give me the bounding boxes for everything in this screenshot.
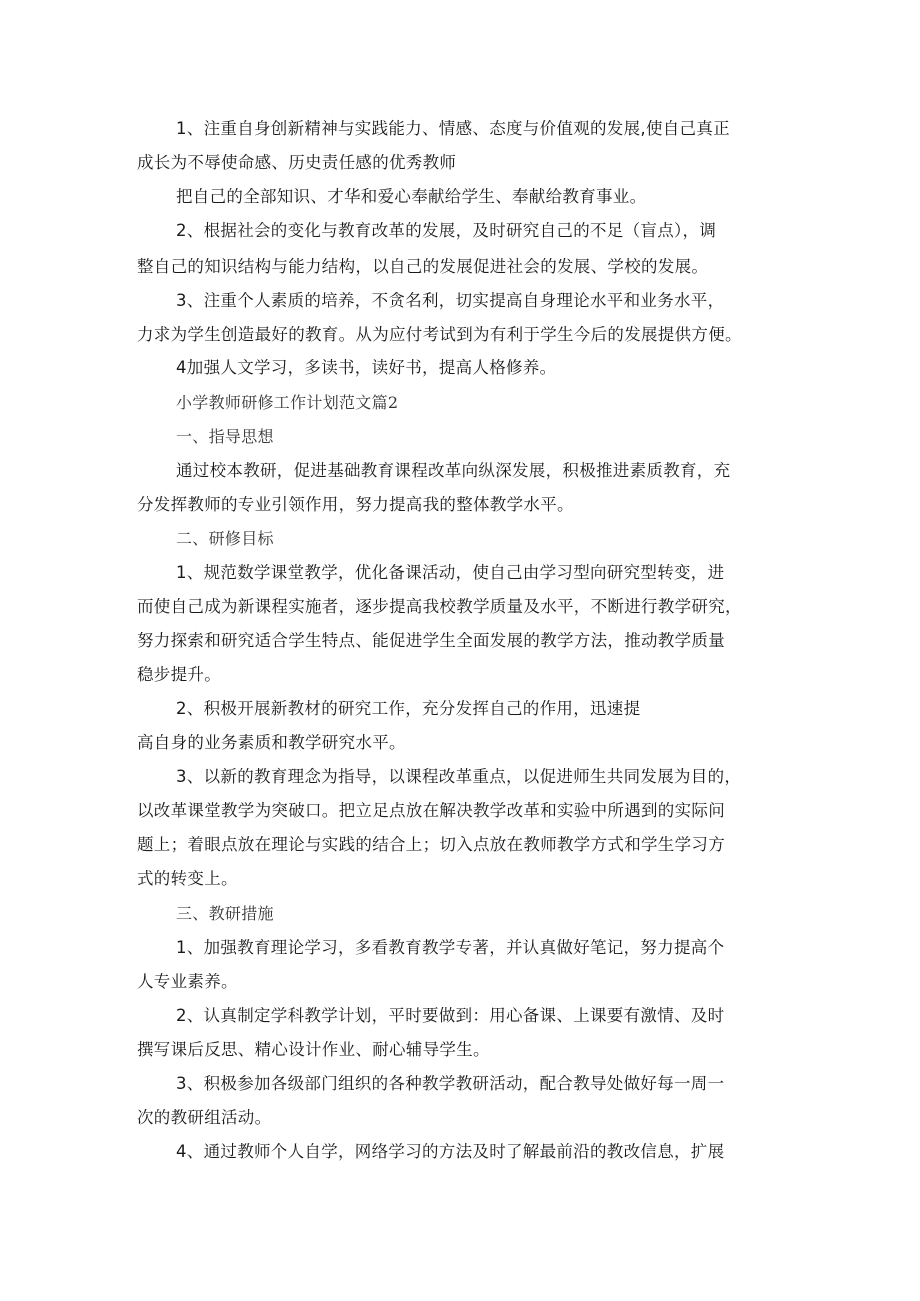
section-title: 小学教师研修工作计划范文篇2 [176, 393, 399, 412]
text-line: 4加强人文学习，多读书，读好书，提高人格修养。 [176, 358, 557, 377]
text-line: 2、认真制定学科教学计划，平时要做到：用心备课、上课要有激情、及时 [176, 1006, 725, 1025]
text-line: 把自己的全部知识、才华和爱心奉献给学生、奉献给教育事业。 [176, 187, 647, 206]
section-heading: 二、研修目标 [176, 529, 274, 548]
text-line: 式的转变上。 [137, 869, 238, 888]
text-line: 1、注重自身创新精神与实践能力、情感、态度与价值观的发展,使自己真正 [176, 119, 730, 138]
text-line: 高自身的业务素质和教学研究水平。 [137, 733, 406, 752]
text-line: 2、积极开展新教材的研究工作，充分发挥自己的作用，迅速提 [176, 699, 641, 718]
section-heading: 三、教研措施 [176, 904, 274, 923]
text-line: 1、规范数学课堂教学，优化备课活动，使自己由学习型向研究型转变，进 [176, 563, 725, 582]
text-line: 人专业素养。 [137, 972, 238, 991]
text-line: 3、以新的教育理念为指导，以课程改革重点，以促进师生共同发展为目的， [176, 767, 742, 786]
text-line: 稳步提升。 [137, 665, 221, 684]
text-line: 整自己的知识结构与能力结构，以自己的发展促进社会的发展、学校的发展。 [137, 257, 709, 276]
text-line: 力求为学生创造最好的教育。从为应付考试到为有利于学生今后的发展提供方便。 [137, 325, 742, 344]
text-line: 1、加强教育理论学习，多看教育教学专著，并认真做好笔记，努力提高个 [176, 938, 725, 957]
text-line: 2、根据社会的变化与教育改革的发展，及时研究自己的不足（盲点），调 [176, 221, 717, 240]
text-line: 努力探索和研究适合学生特点、能促进学生全面发展的教学方法，推动教学质量 [137, 631, 725, 650]
text-line: 3、注重个人素质的培养，不贪名利，切实提高自身理论水平和业务水平， [176, 291, 725, 310]
text-line: 次的教研组活动。 [137, 1108, 272, 1127]
text-line: 题上；着眼点放在理论与实践的结合上；切入点放在教师教学方式和学生学习方 [137, 835, 725, 854]
text-line: 通过校本教研，促进基础教育课程改革向纵深发展，积极推进素质教育，充 [176, 461, 731, 480]
text-line: 撰写课后反思、精心设计作业、耐心辅导学生。 [137, 1040, 490, 1059]
text-line: 而使自己成为新课程实施者，逐步提高我校教学质量及水平，不断进行教学研究， [137, 597, 742, 616]
section-heading: 一、指导思想 [176, 427, 274, 446]
text-line: 成长为不辱使命感、历史责任感的优秀教师 [137, 153, 457, 172]
text-line: 3、积极参加各级部门组织的各种教学教研活动，配合教导处做好每一周一 [176, 1074, 725, 1093]
text-line: 以改革课堂教学为突破口。把立足点放在解决教学改革和实验中所遇到的实际问 [137, 801, 725, 820]
text-line: 分发挥教师的专业引领作用，努力提高我的整体教学水平。 [137, 495, 574, 514]
text-line: 4、通过教师个人自学，网络学习的方法及时了解最前沿的教改信息，扩展 [176, 1142, 725, 1161]
